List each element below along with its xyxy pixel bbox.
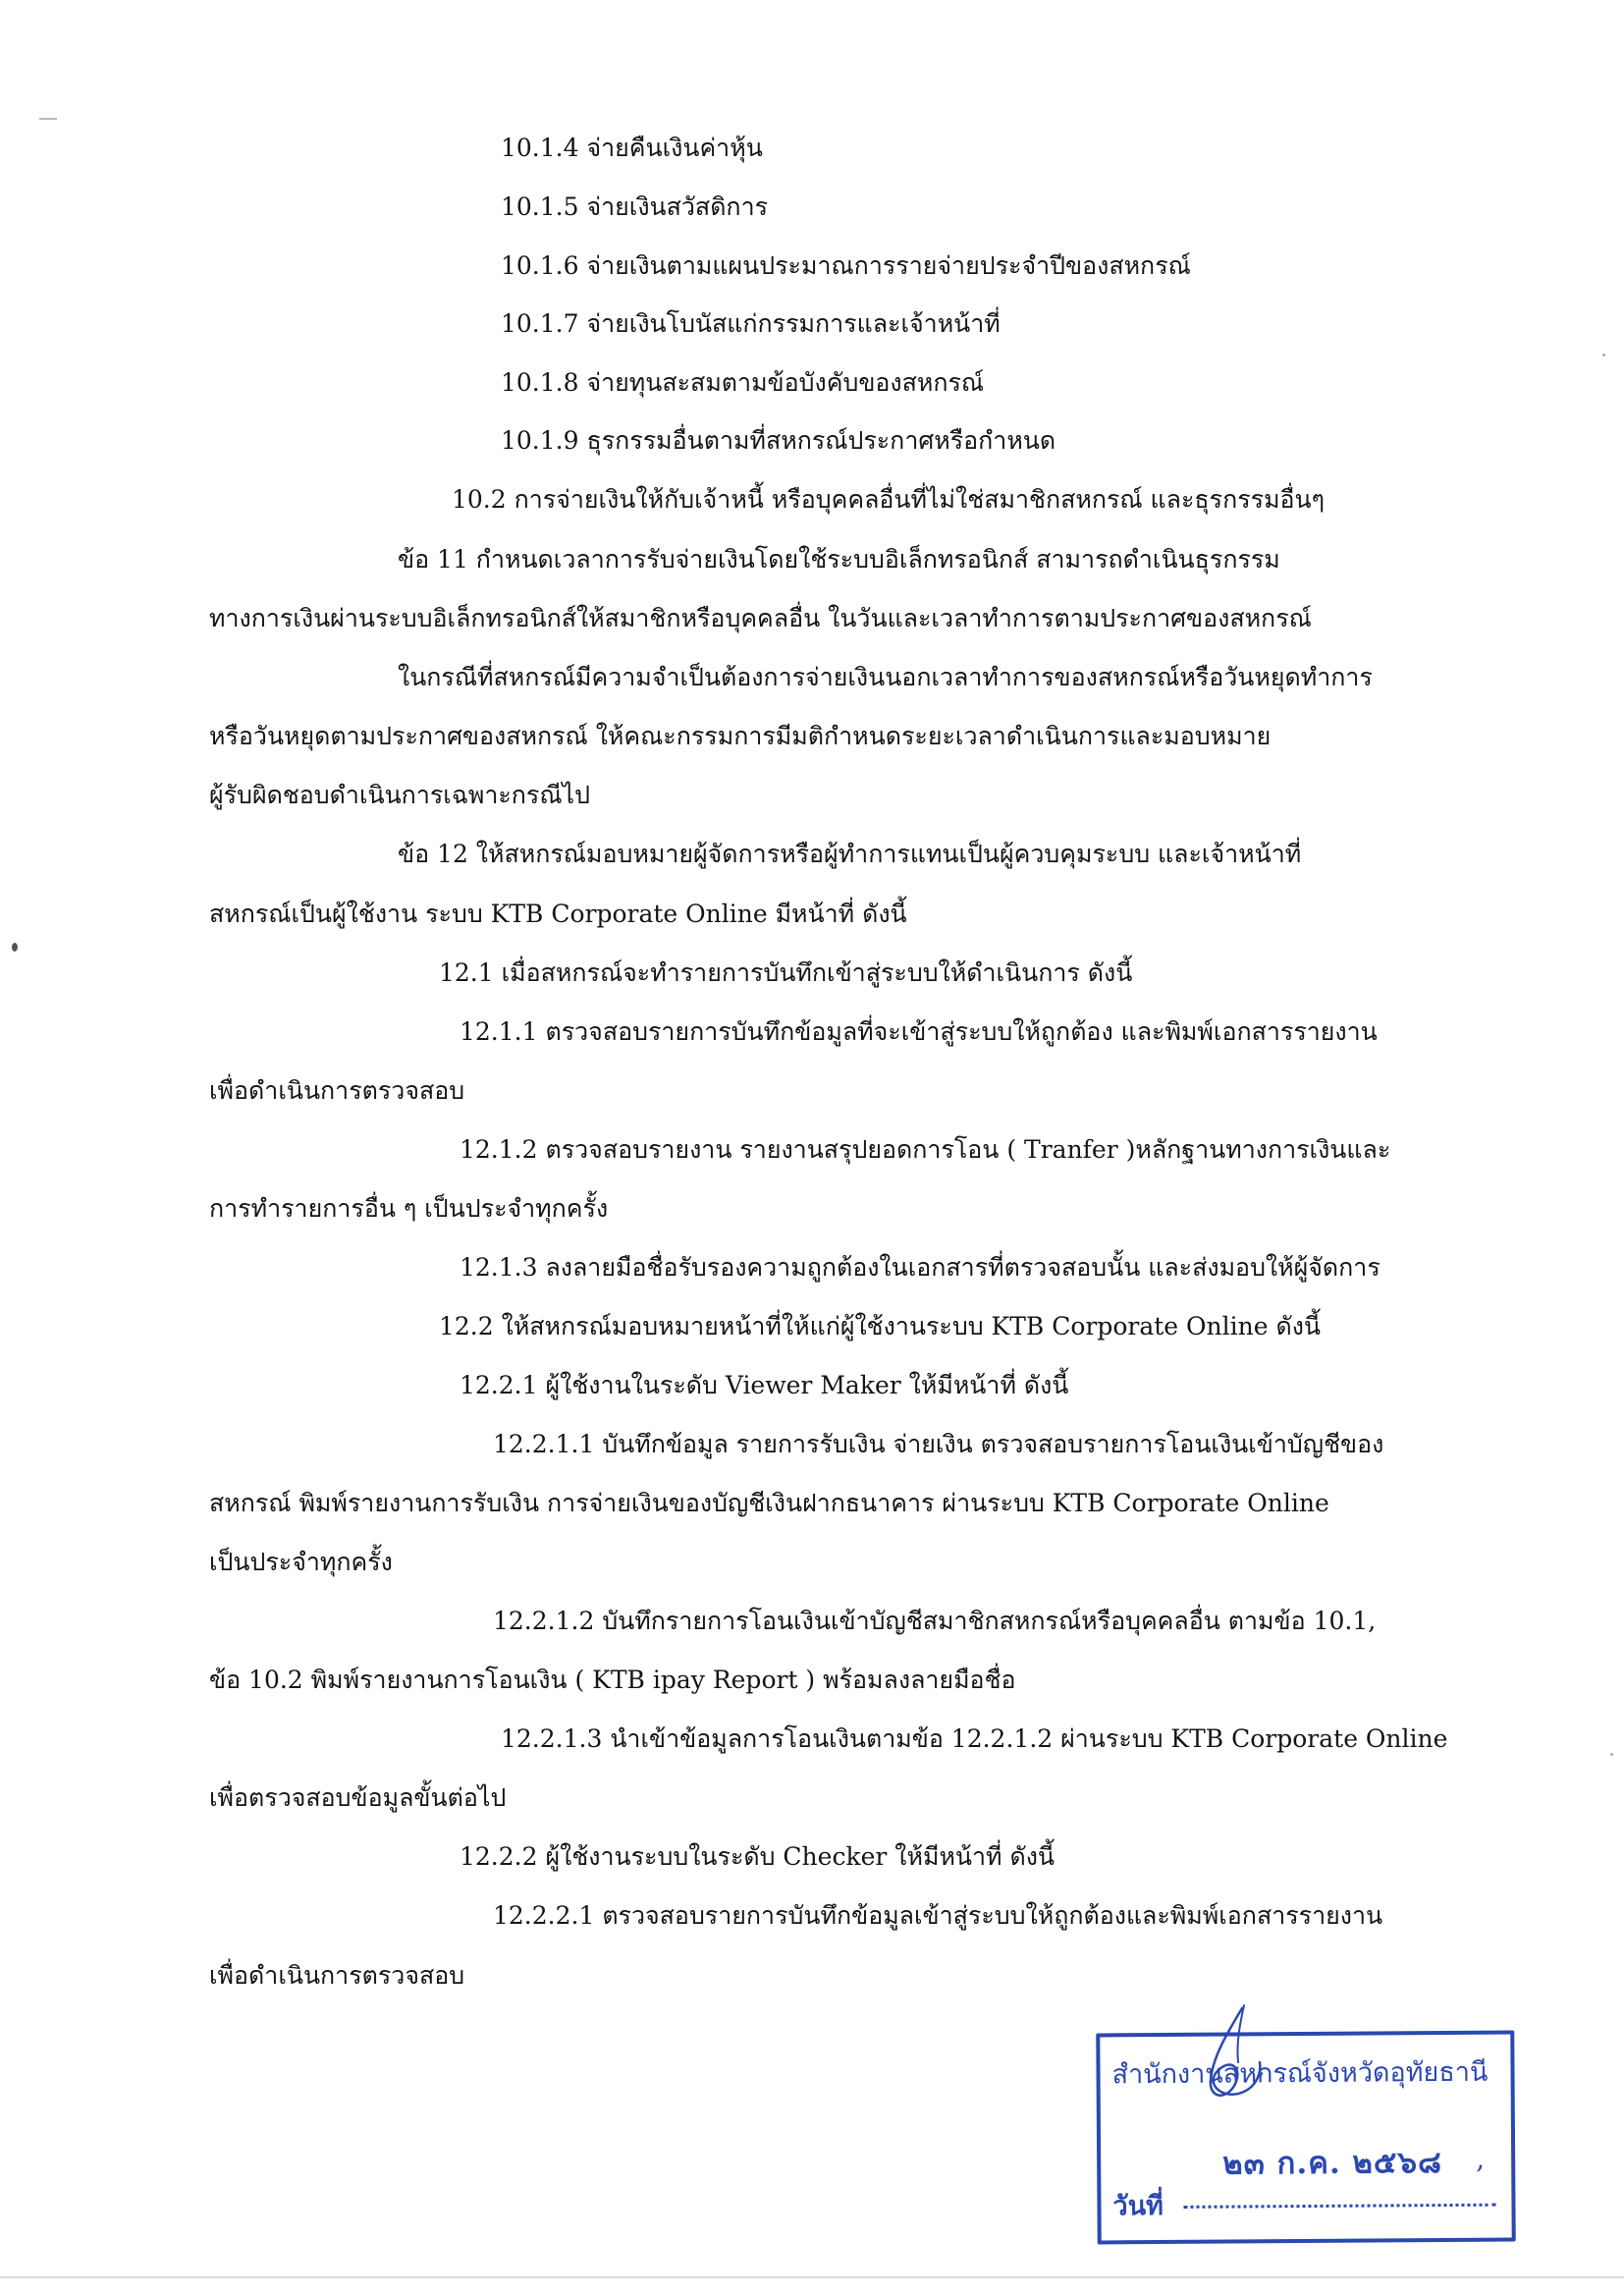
text-line: เป็นประจำทุกครั้ง (209, 1548, 393, 1576)
text-line: 10.1.6 จ่ายเงินตามแผนประมาณการรายจ่ายประจำปีของสหกรณ์ (501, 251, 1191, 280)
stamp-office-name: สำนักงานสหกรณ์จังหวัดอุทัยธานี (1111, 2056, 1489, 2091)
text-line: 12.2.2.1 ตรวจสอบรายการบันทึกข้อมูลเข้าสู่ระบบให้ถูกต้องและพิมพ์เอกสารรายงาน (493, 1901, 1383, 1930)
text-line: 12.2.1.1 บันทึกข้อมูล รายการรับเงิน จ่ายเงิน ตรวจสอบรายการโอนเงินเข้าบัญชีของ (493, 1430, 1384, 1458)
text-line: ผู้รับผิดชอบดำเนินการเฉพาะกรณีไป (209, 781, 591, 809)
text-line: 12.2 ให้สหกรณ์มอบหมายหน้าที่ให้แก่ผู้ใช้งานระบบ KTB Corporate Online ดังนี้ (439, 1312, 1321, 1340)
scan-bottom-edge (0, 2276, 1624, 2278)
text-line: การทำรายการอื่น ๆ เป็นประจำทุกครั้ง (209, 1194, 609, 1223)
stamp-date-label: วันที่ (1112, 2191, 1164, 2222)
stamp-dotted-line (1183, 2204, 1495, 2209)
text-line: ข้อ 12 ให้สหกรณ์มอบหมายผู้จัดการหรือผู้ทำการแทนเป็นผู้ควบคุมระบบ และเจ้าหน้าที่ (398, 840, 1302, 868)
text-line: 10.1.8 จ่ายทุนสะสมตามข้อบังคับของสหกรณ์ (501, 368, 985, 397)
text-line: 12.2.1.3 นำเข้าข้อมูลการโอนเงินตามข้อ 12.2.1.2 ผ่านระบบ KTB Corporate Online (501, 1724, 1448, 1753)
stamp-date-value: ๒๓ ก.ค. ๒๕๖๘ (1222, 2145, 1443, 2182)
text-line: 10.1.5 จ่ายเงินสวัสดิการ (501, 192, 769, 221)
handwritten-signature (1173, 2003, 1291, 2111)
scan-speck (1602, 354, 1605, 356)
scan-speck (12, 943, 18, 952)
text-line: ข้อ 11 กำหนดเวลาการรับจ่ายเงินโดยใช้ระบบอิเล็กทรอนิกส์ สามารถดำเนินธุรกรรม (398, 545, 1280, 574)
text-line: 12.1.3 ลงลายมือชื่อรับรองความถูกต้องในเอกสารที่ตรวจสอบนั้น และส่งมอบให้ผู้จัดการ (460, 1253, 1380, 1282)
text-line: เพื่อดำเนินการตรวจสอบ (209, 1961, 465, 1990)
text-line: 12.1.2 ตรวจสอบรายงาน รายงานสรุปยอดการโอน ( Tranfer )หลักฐานทางการเงินและ (460, 1135, 1391, 1164)
scan-speck (39, 118, 57, 120)
text-line: 12.2.2 ผู้ใช้งานระบบในระดับ Checker ให้มีหน้าที่ ดังนี้ (460, 1842, 1056, 1871)
text-line: หรือวันหยุดตามประกาศของสหกรณ์ ให้คณะกรรมการมีมติกำหนดระยะเวลาดำเนินการและมอบหมาย (209, 722, 1272, 750)
text-line: 10.1.7 จ่ายเงินโบนัสแก่กรรมการและเจ้าหน้าที่ (501, 309, 1001, 338)
text-line: 10.1.4 จ่ายคืนเงินค่าหุ้น (501, 134, 763, 162)
text-line: เพื่อดำเนินการตรวจสอบ (209, 1076, 465, 1105)
text-line: 12.2.1.2 บันทึกรายการโอนเงินเข้าบัญชีสมาชิกสหกรณ์หรือบุคคลอื่น ตามข้อ 10.1, (493, 1607, 1377, 1635)
text-line: 10.2 การจ่ายเงินให้กับเจ้าหนี้ หรือบุคคลอื่นที่ไม่ใช่สมาชิกสหกรณ์ และธุรกรรมอื่นๆ (452, 485, 1326, 514)
text-line: ทางการเงินผ่านระบบอิเล็กทรอนิกส์ให้สมาชิกหรือบุคคลอื่น ในวันและเวลาทำการตามประกาศของสหกรณ์ (209, 604, 1312, 632)
text-line: สหกรณ์เป็นผู้ใช้งาน ระบบ KTB Corporate Online มีหน้าที่ ดังนี้ (209, 900, 907, 928)
scan-speck (1610, 1753, 1613, 1756)
text-line: เพื่อตรวจสอบข้อมูลขั้นต่อไป (209, 1783, 507, 1812)
text-line: ข้อ 10.2 พิมพ์รายงานการโอนเงิน ( KTB ipay Report ) พร้อมลงลายมือชื่อ (209, 1666, 1016, 1694)
text-line: 12.1.1 ตรวจสอบรายการบันทึกข้อมูลที่จะเข้าสู่ระบบให้ถูกต้อง และพิมพ์เอกสารรายงาน (460, 1017, 1378, 1046)
text-line: 10.1.9 ธุรกรรมอื่นตามที่สหกรณ์ประกาศหรือกำหนด (501, 426, 1056, 455)
stamp-mark: , (1476, 2142, 1486, 2175)
text-line: 12.1 เมื่อสหกรณ์จะทำรายการบันทึกเข้าสู่ระบบให้ดำเนินการ ดังนี้ (439, 958, 1133, 987)
text-line: 12.2.1 ผู้ใช้งานในระดับ Viewer Maker ให้มีหน้าที่ ดังนี้ (460, 1371, 1069, 1399)
text-line: สหกรณ์ พิมพ์รายงานการรับเงิน การจ่ายเงินของบัญชีเงินฝากธนาคาร ผ่านระบบ KTB Corporate Online (209, 1489, 1329, 1517)
text-line: ในกรณีที่สหกรณ์มีความจำเป็นต้องการจ่ายเงินนอกเวลาทำการของสหกรณ์หรือวันหยุดทำการ (398, 663, 1373, 691)
received-stamp (1096, 2031, 1515, 2245)
